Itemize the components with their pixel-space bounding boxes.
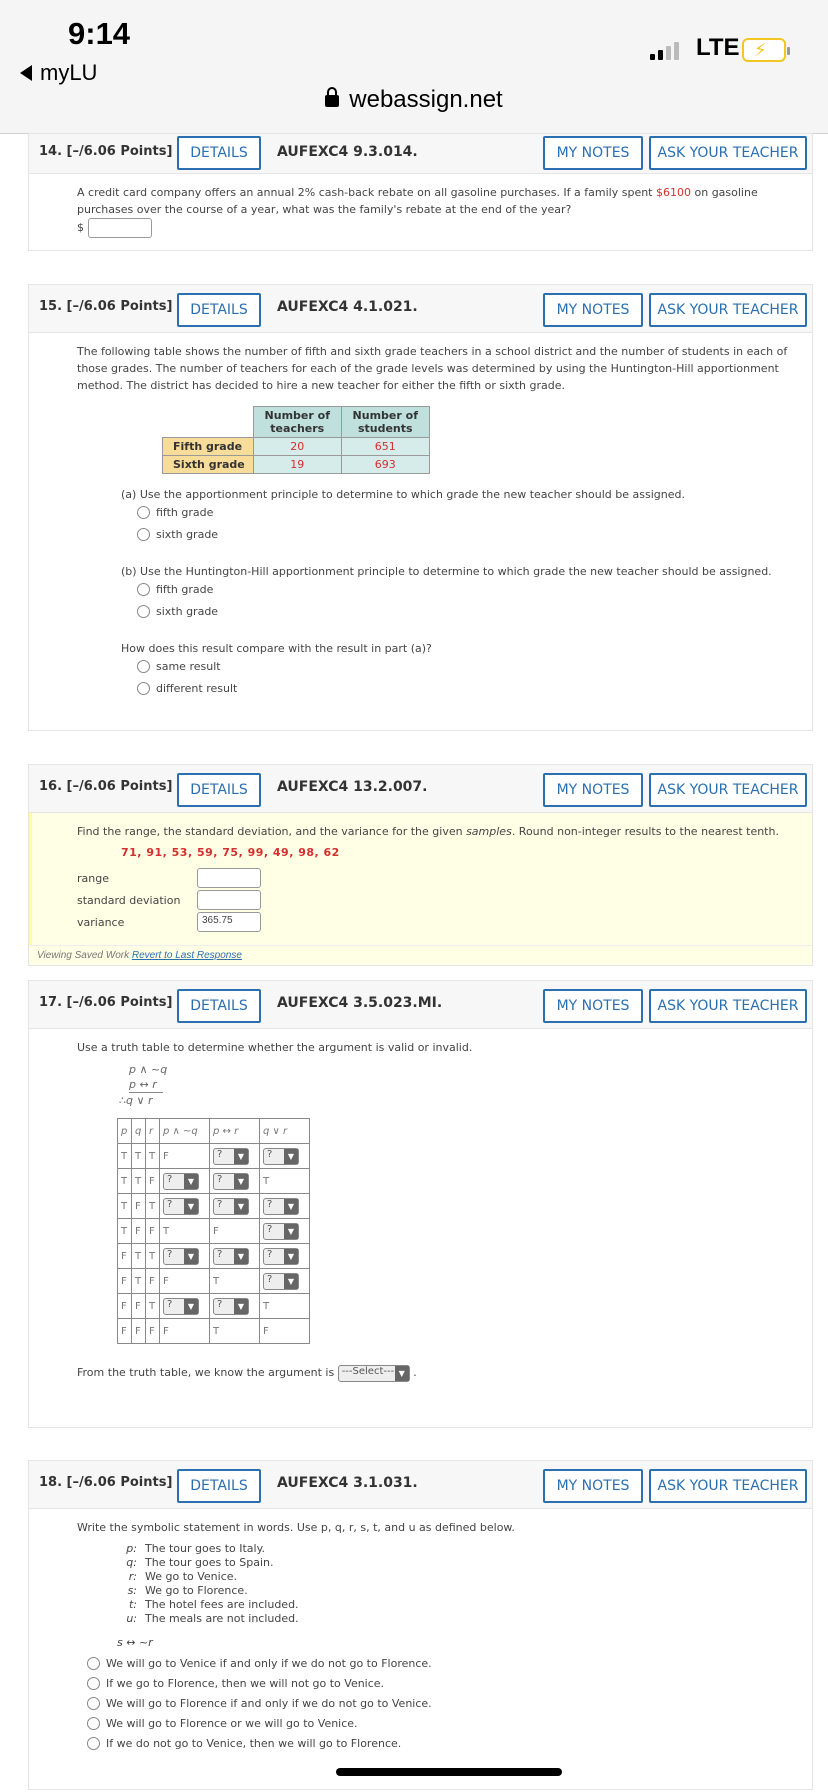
sd-label: standard deviation bbox=[77, 893, 181, 907]
table-row bbox=[118, 1194, 310, 1219]
tt-cell: F bbox=[118, 1319, 132, 1344]
question-header bbox=[29, 1461, 812, 1509]
question-header bbox=[29, 981, 812, 1029]
tt-select[interactable]: ? ▼ bbox=[213, 1198, 249, 1215]
variance-input[interactable]: 365.75 bbox=[197, 912, 261, 932]
question-text: A credit card company offers an annual 2% cash-back rebate on all gasoline purchases. If a family spent $6100 on gasoline purchases over the course of a year, what was the family's rebate at the end of the year? bbox=[77, 186, 758, 216]
question-number: 14. [–/6.06 Points] bbox=[39, 144, 173, 159]
tt-select[interactable]: ? ▼ bbox=[213, 1148, 249, 1165]
result-text: From the truth table, we know the argument is bbox=[77, 1366, 335, 1379]
question-number: 16. [–/6.06 Points] bbox=[39, 779, 173, 794]
details-button[interactable]: DETAILS bbox=[177, 989, 261, 1023]
back-app-label: myLU bbox=[40, 60, 98, 85]
table-row bbox=[118, 1144, 310, 1169]
back-arrow-icon bbox=[20, 65, 32, 81]
tt-cell: T bbox=[146, 1244, 160, 1269]
tt-select[interactable]: ? ▼ bbox=[213, 1173, 249, 1190]
answer-option[interactable]: We will go to Florence if and only if we do not go to Venice. bbox=[87, 1693, 798, 1713]
tt-header: p bbox=[118, 1119, 132, 1144]
answer-option[interactable]: We will go to Florence or we will go to Venice. bbox=[87, 1713, 798, 1733]
question-17: 17. [–/6.06 Points] DETAILS AUFEXC4 3.5.023.MI. MY NOTES ASK YOUR TEACHER Use a truth table to determine whether the argument is valid or invalid. p ∧ ~q p ↔ r ∴q ∨ r p q r p ∧ ~q p ↔ r q ∨ r T T T F ? ▼ ? ▼ T T F ? ▼ ? ▼ T T F T ? ▼ ? ▼ ? ▼ T F F T F ? ▼ F T T ? ▼ ? ▼ ? ▼ F T F F T ? ▼ F F T ? ▼ ? ▼ T F F F F T F From the truth table, we know the argument is ---Select--- ▼ . bbox=[28, 980, 813, 1428]
tt-cell: T bbox=[132, 1269, 146, 1294]
question-number: 15. [–/6.06 Points] bbox=[39, 299, 173, 314]
tt-cell: T bbox=[118, 1144, 132, 1169]
radio-different[interactable]: different result bbox=[137, 677, 798, 699]
tt-cell: T bbox=[260, 1294, 310, 1319]
tt-select[interactable]: ? ▼ bbox=[263, 1223, 299, 1240]
tt-select[interactable]: ? ▼ bbox=[163, 1248, 199, 1265]
table-row: Sixth grade 19 693 bbox=[163, 456, 430, 474]
question-14 bbox=[28, 133, 813, 251]
table-row bbox=[118, 1319, 310, 1344]
my-notes-button[interactable]: MY NOTES bbox=[543, 989, 643, 1023]
question-code: AUFEXC4 3.1.031. bbox=[277, 1475, 418, 1491]
tt-cell: F bbox=[260, 1319, 310, 1344]
saved-work-bar: Viewing Saved Work Revert to Last Response bbox=[29, 945, 812, 965]
battery-charging-icon: ⚡ bbox=[742, 38, 786, 62]
tt-select[interactable]: ? ▼ bbox=[163, 1198, 199, 1215]
tt-header: p ↔ r bbox=[210, 1119, 260, 1144]
dollar-prefix: $ bbox=[77, 221, 84, 234]
clock: 9:14 bbox=[68, 16, 131, 51]
tt-select[interactable]: ? ▼ bbox=[263, 1148, 299, 1165]
answer-option[interactable]: If we go to Florence, then we will not go to Venice. bbox=[87, 1673, 798, 1693]
answer-option[interactable]: If we do not go to Venice, then we will go to Florence. bbox=[87, 1733, 798, 1753]
tt-select[interactable]: ? ▼ bbox=[263, 1198, 299, 1215]
variable-definitions bbox=[117, 1542, 798, 1626]
tt-cell: F bbox=[118, 1244, 132, 1269]
home-indicator bbox=[336, 1768, 562, 1776]
my-notes-button[interactable]: MY NOTES bbox=[543, 136, 643, 170]
ask-teacher-button[interactable]: ASK YOUR TEACHER bbox=[649, 293, 807, 327]
radio-a-fifth[interactable]: fifth grade bbox=[137, 501, 798, 523]
tt-cell: F bbox=[118, 1269, 132, 1294]
question-number: 17. [–/6.06 Points] bbox=[39, 995, 173, 1010]
table-row bbox=[118, 1294, 310, 1319]
question-code: AUFEXC4 9.3.014. bbox=[277, 144, 418, 160]
question-16 bbox=[28, 764, 813, 966]
question-number: 18. [–/6.06 Points] bbox=[39, 1475, 173, 1490]
signal-icon bbox=[650, 40, 679, 60]
col-students: Number of students bbox=[341, 407, 429, 438]
tt-select[interactable]: ? ▼ bbox=[213, 1298, 249, 1315]
ask-teacher-button[interactable]: ASK YOUR TEACHER bbox=[649, 989, 807, 1023]
list-item: q: The tour goes to Spain. bbox=[126, 1556, 274, 1569]
my-notes-button[interactable]: MY NOTES bbox=[543, 773, 643, 807]
grade-table bbox=[162, 406, 430, 474]
question-text: Find the range, the standard deviation, and the variance for the given samples. Round non-integer results to the nearest tenth. bbox=[77, 825, 779, 838]
tt-cell: F bbox=[210, 1219, 260, 1244]
list-item: t: The hotel fees are included. bbox=[128, 1598, 299, 1611]
part-b-text: (b) Use the Huntington-Hill apportionment principle to determine to which grade the new teacher should be assigned. bbox=[121, 565, 772, 578]
tt-cell: F bbox=[146, 1169, 160, 1194]
tt-cell: F bbox=[160, 1144, 210, 1169]
tt-cell: T bbox=[210, 1319, 260, 1344]
question-text: Write the symbolic statement in words. Use p, q, r, s, t, and u as defined below. bbox=[77, 1521, 515, 1534]
tt-cell: T bbox=[132, 1169, 146, 1194]
network-label: LTE bbox=[696, 34, 740, 61]
tt-cell: F bbox=[160, 1269, 210, 1294]
answer-options bbox=[77, 1653, 798, 1753]
range-label: range bbox=[77, 871, 109, 885]
question-header bbox=[29, 134, 812, 174]
tt-cell: F bbox=[132, 1194, 146, 1219]
tt-cell: T bbox=[160, 1219, 210, 1244]
url-text: webassign.net bbox=[349, 86, 503, 113]
part-a-text: (a) Use the apportionment principle to determine to which grade the new teacher should be assigned. bbox=[121, 488, 685, 501]
tt-cell: T bbox=[146, 1294, 160, 1319]
question-18 bbox=[28, 1460, 813, 1790]
answer-option[interactable]: We will go to Venice if and only if we do not go to Florence. bbox=[87, 1653, 798, 1673]
ask-teacher-button[interactable]: ASK YOUR TEACHER bbox=[649, 1469, 807, 1503]
question-header bbox=[29, 765, 812, 813]
range-input[interactable] bbox=[197, 868, 261, 888]
tt-cell: T bbox=[260, 1169, 310, 1194]
radio-same[interactable]: same result bbox=[137, 655, 798, 677]
list-item: p: The tour goes to Italy. bbox=[126, 1542, 266, 1555]
tt-cell: T bbox=[132, 1244, 146, 1269]
tt-cell: F bbox=[146, 1269, 160, 1294]
question-header bbox=[29, 285, 812, 333]
my-notes-button[interactable]: MY NOTES bbox=[543, 1469, 643, 1503]
radio-b-sixth[interactable]: sixth grade bbox=[137, 600, 798, 622]
list-item: r: We go to Venice. bbox=[128, 1570, 238, 1583]
tt-cell: F bbox=[146, 1219, 160, 1244]
tt-cell: T bbox=[210, 1269, 260, 1294]
question-code: AUFEXC4 3.5.023.MI. bbox=[277, 995, 443, 1011]
rebate-input[interactable] bbox=[88, 218, 152, 238]
tt-header: r bbox=[146, 1119, 160, 1144]
tt-cell: T bbox=[132, 1144, 146, 1169]
sample-values: 71, 91, 53, 59, 75, 99, 49, 98, 62 bbox=[121, 846, 340, 859]
details-button[interactable]: DETAILS bbox=[177, 1469, 261, 1503]
table-row: Fifth grade 20 651 bbox=[163, 438, 430, 456]
table-row bbox=[118, 1219, 310, 1244]
tt-cell: T bbox=[118, 1194, 132, 1219]
tt-cell: T bbox=[118, 1219, 132, 1244]
list-item: u: The meals are not included. bbox=[126, 1612, 299, 1625]
question-text: Use a truth table to determine whether the argument is valid or invalid. bbox=[77, 1041, 473, 1054]
tt-select[interactable]: ? ▼ bbox=[263, 1273, 299, 1290]
ask-teacher-button[interactable]: ASK YOUR TEACHER bbox=[649, 136, 807, 170]
tt-cell: F bbox=[132, 1219, 146, 1244]
amount: $6100 bbox=[656, 186, 691, 199]
truth-table bbox=[117, 1118, 310, 1344]
variance-label: variance bbox=[77, 915, 125, 929]
tt-cell: T bbox=[118, 1169, 132, 1194]
tt-cell: F bbox=[132, 1294, 146, 1319]
table-row bbox=[118, 1269, 310, 1294]
tt-cell: F bbox=[132, 1319, 146, 1344]
details-button[interactable]: DETAILS bbox=[177, 773, 261, 807]
lock-icon bbox=[325, 95, 339, 107]
tt-header: q bbox=[132, 1119, 146, 1144]
tt-cell: F bbox=[146, 1319, 160, 1344]
question-code: AUFEXC4 4.1.021. bbox=[277, 299, 418, 315]
radio-b-fifth[interactable]: fifth grade bbox=[137, 578, 798, 600]
compare-text: How does this result compare with the result in part (a)? bbox=[121, 642, 432, 655]
radio-a-sixth[interactable]: sixth grade bbox=[137, 523, 798, 545]
argument: p ∧ ~q p ↔ r ∴q ∨ r bbox=[119, 1063, 168, 1107]
question-code: AUFEXC4 13.2.007. bbox=[277, 779, 428, 795]
back-to-app-button[interactable] bbox=[20, 60, 97, 86]
tt-select[interactable]: ? ▼ bbox=[263, 1248, 299, 1265]
my-notes-button[interactable]: MY NOTES bbox=[543, 293, 643, 327]
symbolic-statement: s ↔ ~r bbox=[117, 1636, 153, 1649]
question-text: The following table shows the number of fifth and sixth grade teachers in a school district and the number of students in each of those grades. The number of teachers for each of the grade levels was determined by using the Huntington-Hill apportionment method. The district has decided to hire a new teacher for either the fifth or sixth grade. bbox=[77, 345, 788, 392]
question-15 bbox=[28, 284, 813, 731]
revert-link[interactable]: Revert to Last Response bbox=[131, 950, 242, 961]
tt-select[interactable]: ? ▼ bbox=[163, 1298, 199, 1315]
tt-cell: T bbox=[146, 1144, 160, 1169]
tt-header: q ∨ r bbox=[260, 1119, 310, 1144]
tt-cell: T bbox=[146, 1194, 160, 1219]
url-bar[interactable] bbox=[0, 86, 828, 114]
valid-select[interactable]: ---Select--- ▼ bbox=[338, 1365, 410, 1382]
tt-header: p ∧ ~q bbox=[160, 1119, 210, 1144]
sd-input[interactable] bbox=[197, 890, 261, 910]
list-item: s: We go to Florence. bbox=[127, 1584, 248, 1597]
ask-teacher-button[interactable]: ASK YOUR TEACHER bbox=[649, 773, 807, 807]
table-row bbox=[118, 1169, 310, 1194]
tt-select[interactable]: ? ▼ bbox=[163, 1173, 199, 1190]
details-button[interactable]: DETAILS bbox=[177, 136, 261, 170]
tt-cell: F bbox=[160, 1319, 210, 1344]
browser-status-bar bbox=[0, 0, 828, 134]
details-button[interactable]: DETAILS bbox=[177, 293, 261, 327]
tt-cell: F bbox=[118, 1294, 132, 1319]
tt-select[interactable]: ? ▼ bbox=[213, 1248, 249, 1265]
col-teachers: Number of teachers bbox=[253, 407, 341, 438]
table-row bbox=[118, 1244, 310, 1269]
